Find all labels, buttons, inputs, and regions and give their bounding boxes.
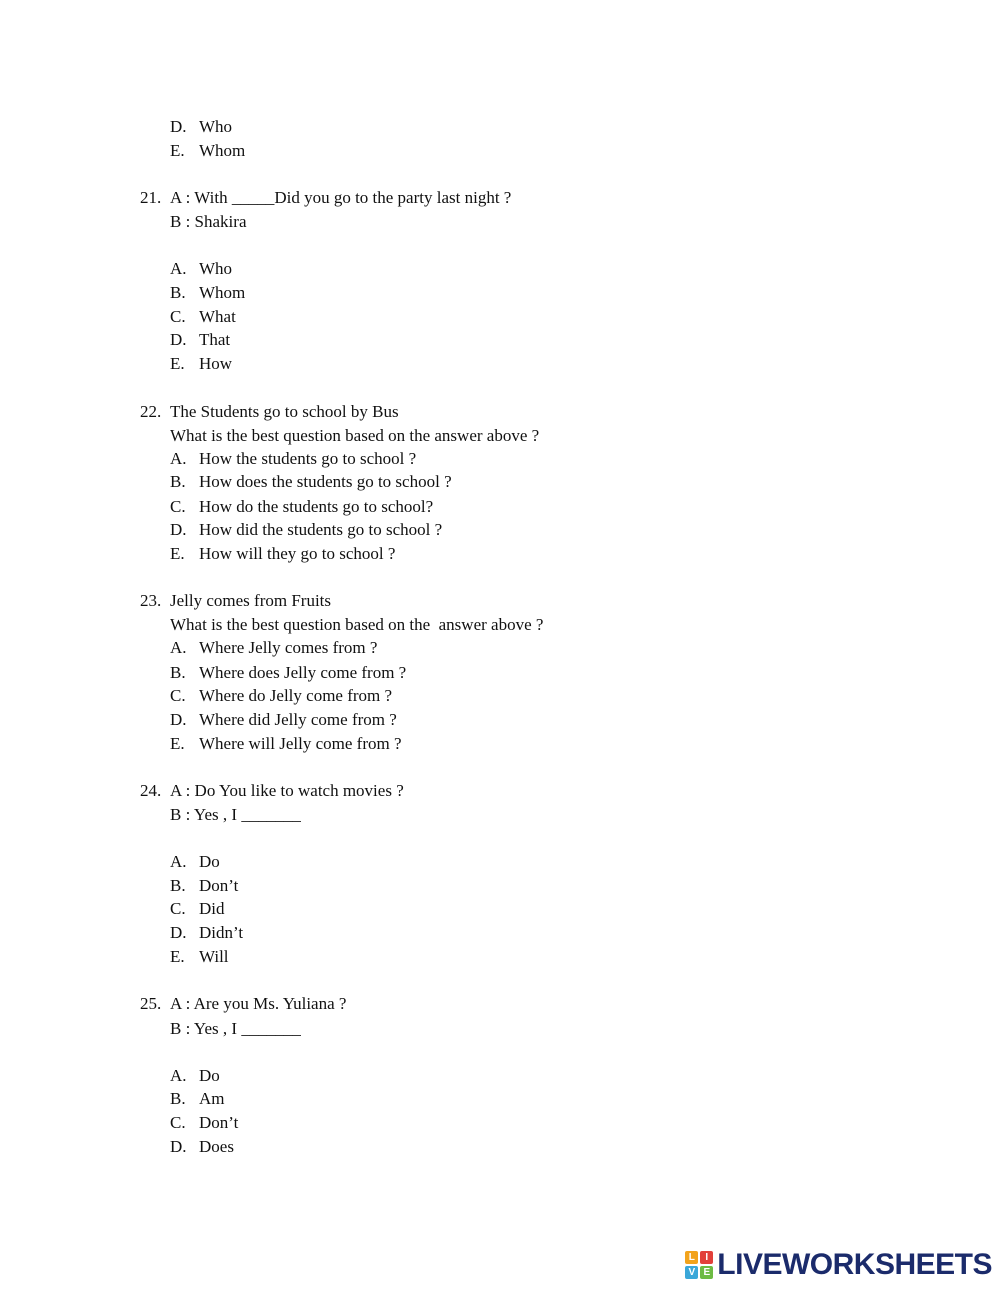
option-text: Where did Jelly come from ?: [199, 710, 397, 729]
option-text: Am: [199, 1089, 225, 1108]
option-text: What: [199, 307, 236, 326]
question-number: 23.: [140, 591, 162, 610]
option-letter: A.: [170, 852, 187, 871]
option-letter: E.: [170, 734, 185, 753]
option-letter: C.: [170, 307, 186, 326]
option-letter: D.: [170, 923, 187, 942]
badge-letter: L: [685, 1251, 698, 1264]
option-letter: A.: [170, 638, 187, 657]
option-text: How the students go to school ?: [199, 449, 417, 468]
option-letter: C.: [170, 899, 186, 918]
question-stem-line: What is the best question based on the answer above ?: [170, 615, 544, 634]
option-text: Don’t: [199, 876, 239, 895]
option-text: Whom: [199, 283, 246, 302]
option-letter: C.: [170, 497, 186, 516]
option-text: How do the students go to school?: [199, 497, 434, 516]
option-letter: D.: [170, 330, 187, 349]
badge-letter: E: [700, 1266, 713, 1279]
option-text: Does: [199, 1137, 234, 1156]
option-text: That: [199, 330, 231, 349]
option-text: Where does Jelly come from ?: [199, 663, 407, 682]
option-text: Didn’t: [199, 923, 244, 942]
badge-letter: I: [700, 1251, 713, 1264]
question-stem-line: B : Yes , I _______: [170, 805, 301, 824]
option-letter: A.: [170, 1066, 187, 1085]
badge-letter: V: [685, 1266, 698, 1279]
question-number: 24.: [140, 781, 162, 800]
live-badge-icon: [685, 1251, 713, 1279]
option-letter: C.: [170, 686, 186, 705]
option-text: Who: [199, 117, 233, 136]
question-number: 25.: [140, 994, 162, 1013]
option-letter: D.: [170, 117, 187, 136]
option-text: How did the students go to school ?: [199, 520, 443, 539]
question-stem-line: A : With _____Did you go to the party last night ?: [170, 188, 512, 207]
option-letter: B.: [170, 876, 186, 895]
option-text: Do: [199, 852, 220, 871]
option-letter: A.: [170, 449, 187, 468]
option-text: Where Jelly comes from ?: [199, 638, 378, 657]
option-text: Where do Jelly come from ?: [199, 686, 393, 705]
question-stem-line: A : Do You like to watch movies ?: [170, 781, 404, 800]
question-stem-line: The Students go to school by Bus: [170, 402, 399, 421]
option-letter: B.: [170, 1089, 186, 1108]
question-stem-line: Jelly comes from Fruits: [170, 591, 332, 610]
option-letter: B.: [170, 663, 186, 682]
question-number: 22.: [140, 402, 162, 421]
brand-wordmark: LIVEWORKSHEETS: [717, 1248, 992, 1281]
option-text: Will: [199, 947, 229, 966]
option-text: Who: [199, 259, 233, 278]
option-text: How does the students go to school ?: [199, 472, 452, 491]
question-stem-line: B : Yes , I _______: [170, 1019, 301, 1038]
question-number: 21.: [140, 188, 162, 207]
option-text: Whom: [199, 141, 246, 160]
option-text: Did: [199, 899, 225, 918]
option-text: How: [199, 354, 233, 373]
question-stem-line: B : Shakira: [170, 212, 247, 231]
option-text: Where will Jelly come from ?: [199, 734, 402, 753]
option-letter: E.: [170, 947, 185, 966]
liveworksheets-logo: [685, 1247, 992, 1283]
option-letter: B.: [170, 472, 186, 491]
option-letter: D.: [170, 1137, 187, 1156]
option-letter: C.: [170, 1113, 186, 1132]
option-text: Don’t: [199, 1113, 239, 1132]
option-letter: E.: [170, 544, 185, 563]
question-stem-line: What is the best question based on the answer above ?: [170, 426, 540, 445]
option-letter: D.: [170, 520, 187, 539]
option-letter: D.: [170, 710, 187, 729]
option-letter: B.: [170, 283, 186, 302]
question-stem-line: A : Are you Ms. Yuliana ?: [170, 994, 347, 1013]
option-letter: A.: [170, 259, 187, 278]
option-text: Do: [199, 1066, 220, 1085]
option-text: How will they go to school ?: [199, 544, 396, 563]
option-letter: E.: [170, 141, 185, 160]
option-letter: E.: [170, 354, 185, 373]
